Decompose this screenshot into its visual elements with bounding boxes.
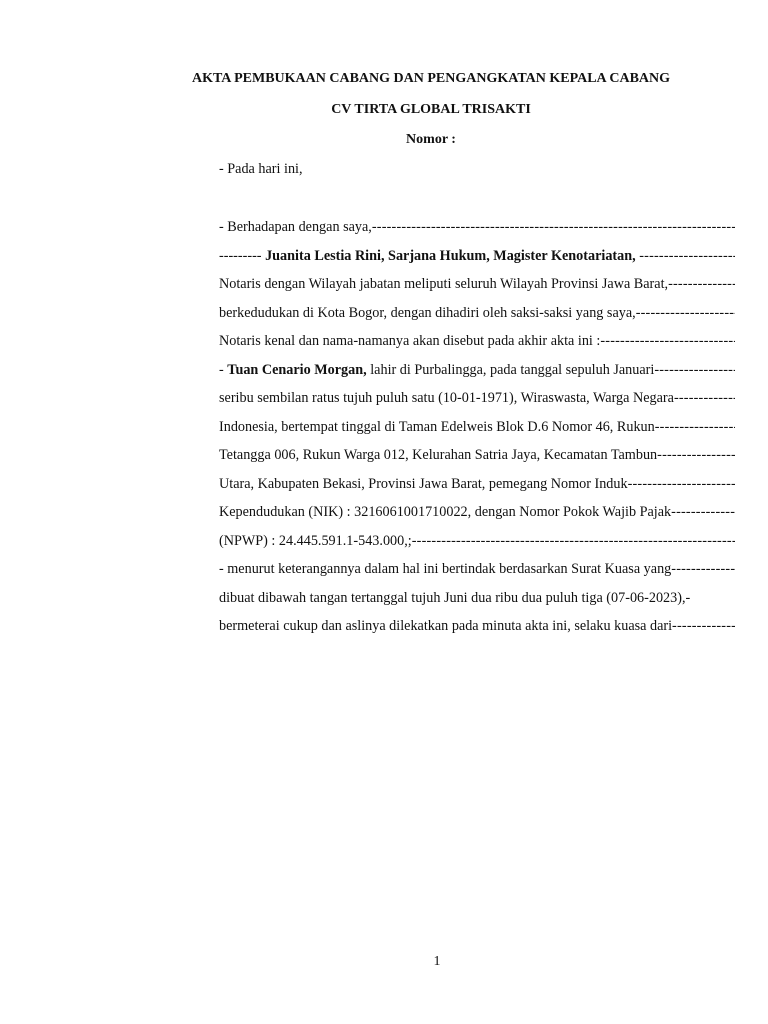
- dash-filler: [639, 247, 735, 265]
- text-line-content: berkedudukan di Kota Bogor, dengan dihadiri oleh saksi-saksi yang saya,: [219, 305, 636, 321]
- dash-filler: [654, 361, 735, 379]
- dash-filler: [600, 332, 735, 350]
- dash-filler: [628, 475, 735, 493]
- text-line: [219, 532, 735, 550]
- text-line: [219, 617, 735, 635]
- text-line-content: dibuat dibawah tangan tertanggal tujuh Juni dua ribu dua puluh tiga (07-06-2023),-: [219, 590, 691, 606]
- text-line-content: Tetangga 006, Rukun Warga 012, Kelurahan Satria Jaya, Kecamatan Tambun: [219, 447, 658, 463]
- text-line: [219, 589, 735, 607]
- opening-line: [219, 160, 735, 178]
- dash-filler: [412, 532, 735, 550]
- text-line: [219, 503, 735, 521]
- text-line-content: Notaris kenal dan nama-namanya akan disebut pada akhir akta ini :: [219, 333, 601, 349]
- text-line-content: -: [219, 362, 228, 378]
- deed-number-label: Nomor :: [406, 132, 456, 147]
- text-line: [219, 332, 735, 350]
- document-title: AKTA PEMBUKAAN CABANG DAN PENGANGKATAN KEPALA CABANG: [191, 71, 671, 86]
- page-number: 1: [433, 954, 441, 969]
- text-line-bold: Juanita Lestia Rini, Sarjana Hukum, Magister Kenotariatan,: [261, 248, 636, 264]
- text-line-content: seribu sembilan ratus tujuh puluh satu (10-01-1971), Wiraswasta, Warga Negara: [219, 390, 674, 406]
- text-line: [219, 560, 735, 578]
- text-line: [219, 389, 735, 407]
- dash-filler: [655, 418, 735, 436]
- dash-filler: [674, 389, 735, 407]
- text-line-bold: Tuan Cenario Morgan,: [227, 362, 367, 378]
- text-line-content: ---------: [219, 248, 262, 264]
- text-line-content: (NPWP) : 24.445.591.1-543.000,;: [219, 533, 412, 549]
- dash-filler: [636, 304, 735, 322]
- text-line-content: Kependudukan (NIK) : 3216061001710022, dengan Nomor Pokok Wajib Pajak: [219, 504, 672, 520]
- text-line: [219, 361, 735, 379]
- dash-filler: [671, 560, 735, 578]
- text-line: [219, 218, 735, 236]
- text-line: [219, 247, 735, 265]
- text-line: [219, 304, 735, 322]
- text-line: [219, 446, 735, 464]
- company-name: CV TIRTA GLOBAL TRISAKTI: [331, 102, 531, 117]
- text-line: [219, 275, 735, 293]
- dash-filler: [668, 275, 735, 293]
- dash-filler: [672, 617, 735, 635]
- opening-text: - Pada hari ini,: [219, 161, 303, 177]
- dash-filler: [372, 218, 735, 236]
- text-line: [219, 418, 735, 436]
- text-line-content: Utara, Kabupaten Bekasi, Provinsi Jawa Barat, pemegang Nomor Induk: [219, 476, 628, 492]
- dash-filler: [671, 503, 735, 521]
- dash-filler: [657, 446, 735, 464]
- text-line-content: bermeterai cukup dan aslinya dilekatkan pada minuta akta ini, selaku kuasa dari: [219, 618, 673, 634]
- text-line-content: Notaris dengan Wilayah jabatan meliputi seluruh Wilayah Provinsi Jawa Barat,: [219, 276, 669, 292]
- text-line-content: Indonesia, bertempat tinggal di Taman Edelweis Blok D.6 Nomor 46, Rukun: [219, 419, 655, 435]
- text-line-continued: lahir di Purbalingga, pada tanggal sepuluh Januari: [366, 362, 655, 378]
- text-line: [219, 475, 735, 493]
- text-line-content: - Berhadapan dengan saya,: [219, 219, 372, 235]
- text-line-content: - menurut keterangannya dalam hal ini bertindak berdasarkan Surat Kuasa yang: [219, 561, 672, 577]
